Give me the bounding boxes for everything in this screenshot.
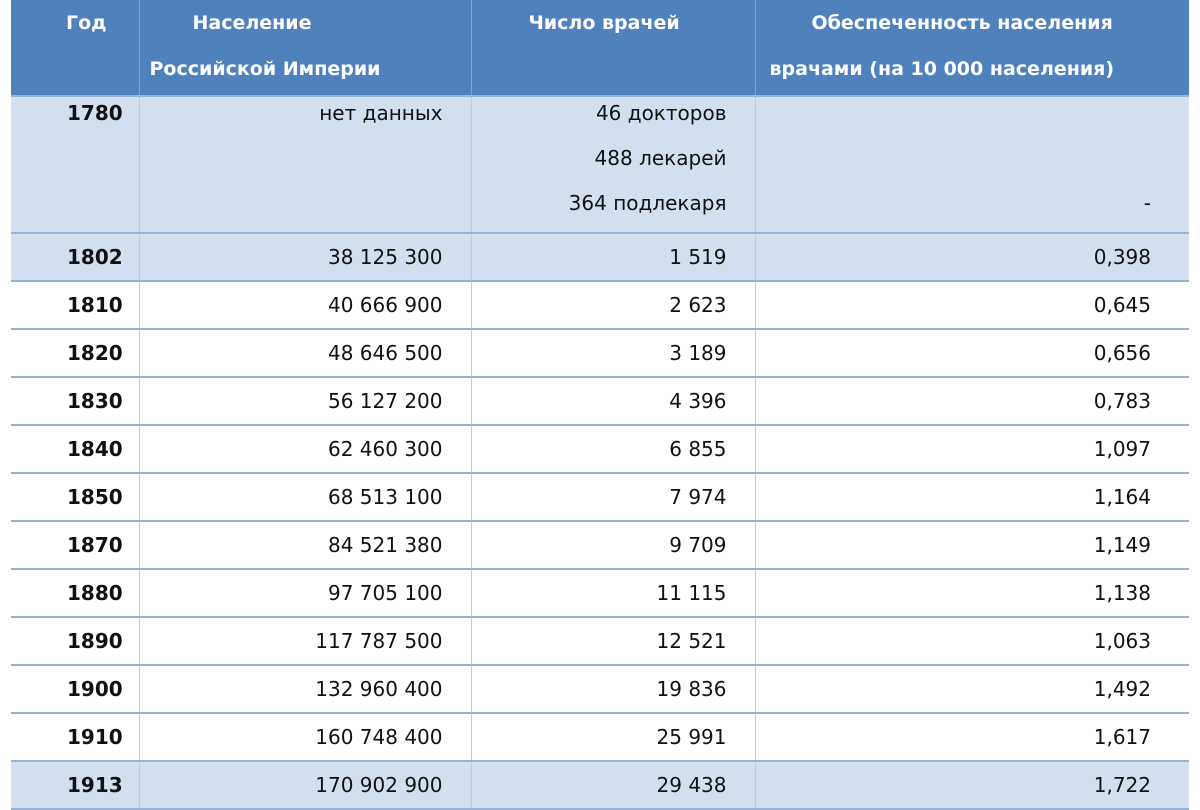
- cell-population: 84 521 380: [139, 521, 471, 569]
- table-body: [11, 96, 1189, 809]
- cell-doctors: 6 855: [471, 425, 755, 473]
- cell-population: 40 666 900: [139, 281, 471, 329]
- cell-ratio: 1,722: [755, 761, 1189, 809]
- cell-year: 1830: [11, 377, 139, 425]
- cell-year: 1840: [11, 425, 139, 473]
- table-header: [11, 0, 1189, 96]
- cell-ratio: 0,783: [755, 377, 1189, 425]
- cell-ratio: 1,617: [755, 713, 1189, 761]
- cell-doctors: 11 115: [471, 569, 755, 617]
- cell-population: 38 125 300: [139, 233, 471, 281]
- cell-ratio: 1,138: [755, 569, 1189, 617]
- table-row: [11, 281, 1189, 329]
- header-population: [139, 0, 471, 96]
- header-ratio: [755, 0, 1189, 96]
- cell-population: 97 705 100: [139, 569, 471, 617]
- cell-doctors-line-3: 364 подлекаря: [568, 191, 727, 215]
- header-doctors-label: Число врачей: [528, 12, 680, 34]
- cell-year: 1870: [11, 521, 139, 569]
- header-year: [11, 0, 139, 96]
- table-row: [11, 713, 1189, 761]
- header-population-line1: Население: [192, 12, 312, 34]
- cell-doctors: [471, 96, 755, 233]
- table-row: [11, 761, 1189, 809]
- cell-population: [139, 96, 471, 233]
- header-ratio-line1: Обеспеченность населения: [811, 12, 1113, 34]
- header-ratio-line2: врачами (на 10 000 населения): [769, 58, 1115, 80]
- table-row: [11, 665, 1189, 713]
- cell-ratio: 1,164: [755, 473, 1189, 521]
- cell-population-text: нет данных: [319, 101, 443, 125]
- doctors-table: [11, 0, 1189, 810]
- table-row: [11, 233, 1189, 281]
- cell-doctors: 25 991: [471, 713, 755, 761]
- cell-year: 1890: [11, 617, 139, 665]
- table-row: [11, 521, 1189, 569]
- cell-year: 1910: [11, 713, 139, 761]
- cell-population: 170 902 900: [139, 761, 471, 809]
- table-row: [11, 329, 1189, 377]
- cell-ratio: 1,063: [755, 617, 1189, 665]
- cell-doctors: 9 709: [471, 521, 755, 569]
- cell-doctors: 7 974: [471, 473, 755, 521]
- cell-doctors: 3 189: [471, 329, 755, 377]
- table-row: [11, 569, 1189, 617]
- cell-year: [11, 96, 139, 233]
- cell-doctors-line-1: 46 докторов: [595, 101, 727, 125]
- cell-year: 1850: [11, 473, 139, 521]
- cell-doctors: 1 519: [471, 233, 755, 281]
- cell-year: 1802: [11, 233, 139, 281]
- cell-doctors: 4 396: [471, 377, 755, 425]
- cell-year: 1810: [11, 281, 139, 329]
- cell-population: 48 646 500: [139, 329, 471, 377]
- cell-ratio: 1,149: [755, 521, 1189, 569]
- doctors-table-container: [11, 0, 1189, 810]
- header-year-label: Год: [66, 12, 107, 34]
- cell-ratio: 1,492: [755, 665, 1189, 713]
- cell-population: 117 787 500: [139, 617, 471, 665]
- table-row-1780: [11, 96, 1189, 233]
- table-row: [11, 473, 1189, 521]
- cell-year: 1880: [11, 569, 139, 617]
- cell-population: 160 748 400: [139, 713, 471, 761]
- cell-population: 62 460 300: [139, 425, 471, 473]
- cell-population: 56 127 200: [139, 377, 471, 425]
- cell-ratio: 1,097: [755, 425, 1189, 473]
- cell-doctors: 29 438: [471, 761, 755, 809]
- table-row: [11, 377, 1189, 425]
- cell-year-text: 1780: [67, 101, 123, 125]
- cell-doctors: 19 836: [471, 665, 755, 713]
- cell-year: 1913: [11, 761, 139, 809]
- cell-ratio: 0,656: [755, 329, 1189, 377]
- table-row: [11, 617, 1189, 665]
- table-row: [11, 425, 1189, 473]
- cell-ratio: [755, 96, 1189, 233]
- cell-population: 132 960 400: [139, 665, 471, 713]
- cell-population: 68 513 100: [139, 473, 471, 521]
- cell-year: 1820: [11, 329, 139, 377]
- cell-ratio: 0,645: [755, 281, 1189, 329]
- cell-doctors: 2 623: [471, 281, 755, 329]
- cell-doctors: 12 521: [471, 617, 755, 665]
- cell-ratio-text: -: [1143, 191, 1151, 215]
- header-doctors: [471, 0, 755, 96]
- cell-doctors-line-2: 488 лекарей: [594, 146, 727, 170]
- cell-year: 1900: [11, 665, 139, 713]
- cell-ratio: 0,398: [755, 233, 1189, 281]
- header-population-line2: Российской Империи: [149, 58, 381, 80]
- header-row: [11, 0, 1189, 96]
